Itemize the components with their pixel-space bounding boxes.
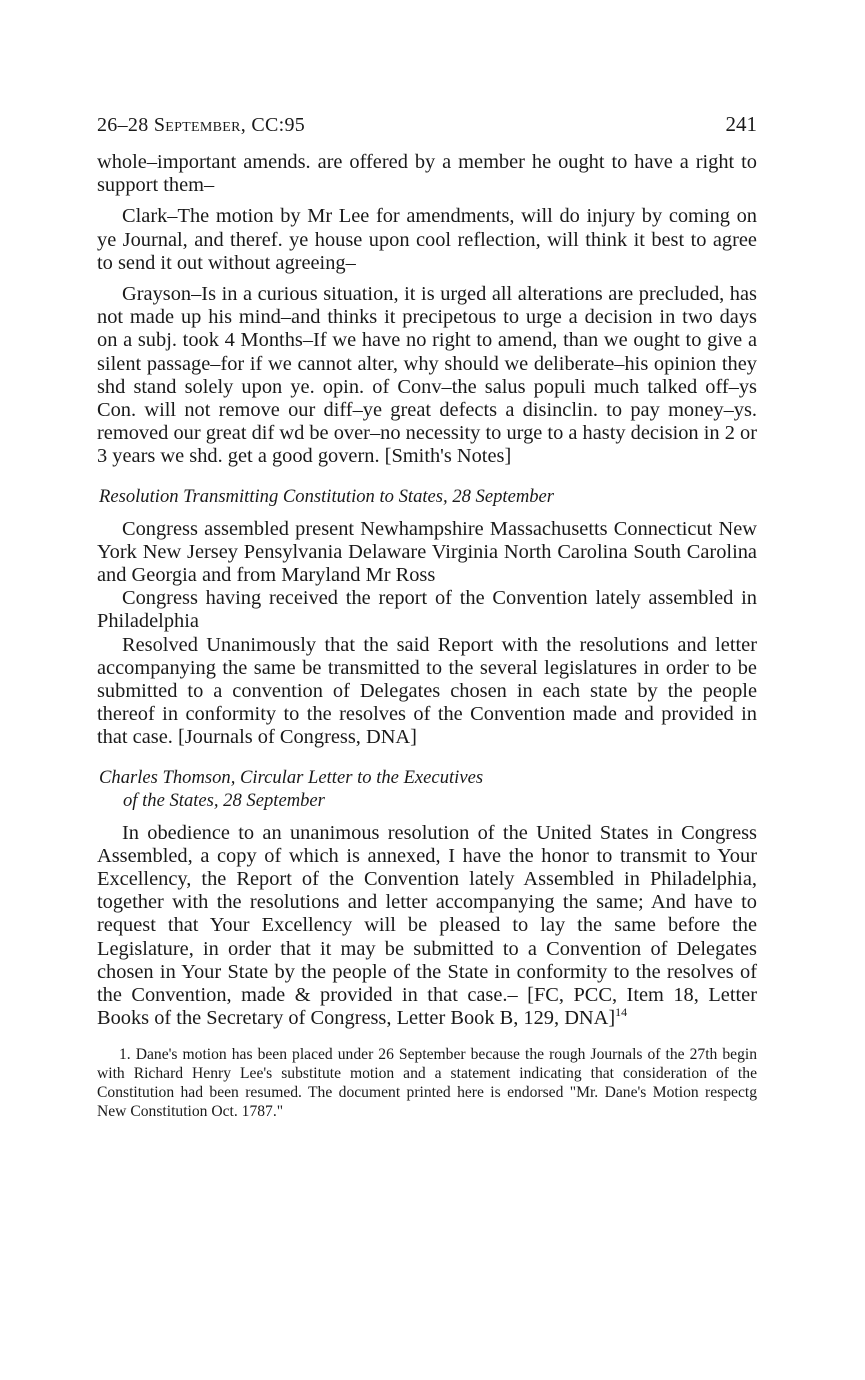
footnote: 1. Dane's motion has been placed under 26 September because the rough Journals of the 27th begin with Richard Henry Lee's substitute motion and a statement indicating that consideration of the Constitution had been resumed. The document printed here is endorsed "Mr. Dane's Motion respectg New Constitution Oct. 1787." (97, 1045, 757, 1120)
clark-paragraph: Clark–The motion by Mr Lee for amendments, will do injury by coming on ye Journal, and theref. ye house upon cool reflection, will think it best to agree to send it out without agreeing– (97, 205, 757, 274)
circular-letter-text: In obedience to an unanimous resolution of the United States in Congress Assembled, a copy of which is annexed, I have the honor to transmit to Your Excellency, the Report of the Convention lately Assembled in Philadelphia, together with the resolutions and letter accompanying the same; And have to request that Your Excellency will be pleased to lay the same before the Legislature, in order that it may be submitted to a Convention of Delegates chosen in Your State by the people of the State in conformity to the resolves of the Convention, made & provided in that case.– [FC, PCC, Item 18, Letter Books of the Secretary of Congress, Letter Book B, 129, DNA] (97, 821, 757, 1030)
circular-heading-line2: of the States, 28 September (123, 789, 325, 811)
resolution-section (97, 518, 757, 750)
running-head-left (97, 114, 305, 137)
resolution-received-paragraph: Congress having received the report of the Convention lately assembled in Philadelphia (97, 587, 757, 633)
grayson-paragraph: Grayson–Is in a curious situation, it is urged all alterations are precluded, has not made up his mind–and thinks it precipetous to urge a decision in two days on a subj. took 4 Months–If we have no right to amend, than we ought to give a silent passage–for if we cannot alter, why should we deliberate–his opinion they shd stand solely upon ye. opin. of Conv–the salus populi much talked off–ys Con. will not remove our diff–ye great defects a disinclin. to pay money–ys. removed our great dif wd be over–no necessity to urge to a hasty decision in 2 or 3 years we shd. get a good govern. [Smith's Notes] (97, 283, 757, 468)
header-doc-ref: , CC:95 (240, 114, 306, 136)
resolution-present-paragraph: Congress assembled present Newhampshire Massachusetts Connecticut New York New Jersey Pensylvania Delaware Virginia North Carolina South Carolina and Georgia and from Maryland Mr Ross (97, 517, 757, 587)
note-marker: 14 (615, 1005, 628, 1020)
running-head (97, 112, 757, 137)
resolution-resolved-paragraph: Resolved Unanimously that the said Report with the resolutions and letter accompanying the same be transmitted to the several legislatures in order to be submitted to a convention of Delegates chosen in each state by the people thereof in conformity to the resolves of the Convention made and provided in that case. [Journals of Congress, DNA] (97, 633, 757, 749)
header-month: September (153, 114, 241, 136)
resolution-heading: Resolution Transmitting Constitution to States, 28 September (99, 485, 555, 507)
page-number: 241 (725, 112, 757, 136)
header-range: 26–28 (97, 114, 154, 136)
circular-heading-line1: Charles Thomson, Circular Letter to the Executives (99, 766, 484, 788)
document-page (97, 112, 757, 1136)
circular-heading (99, 766, 757, 812)
continuation-paragraph: whole–important amends. are offered by a member he ought to have a right to support them– (97, 151, 757, 197)
circular-letter-paragraph (97, 822, 757, 1031)
